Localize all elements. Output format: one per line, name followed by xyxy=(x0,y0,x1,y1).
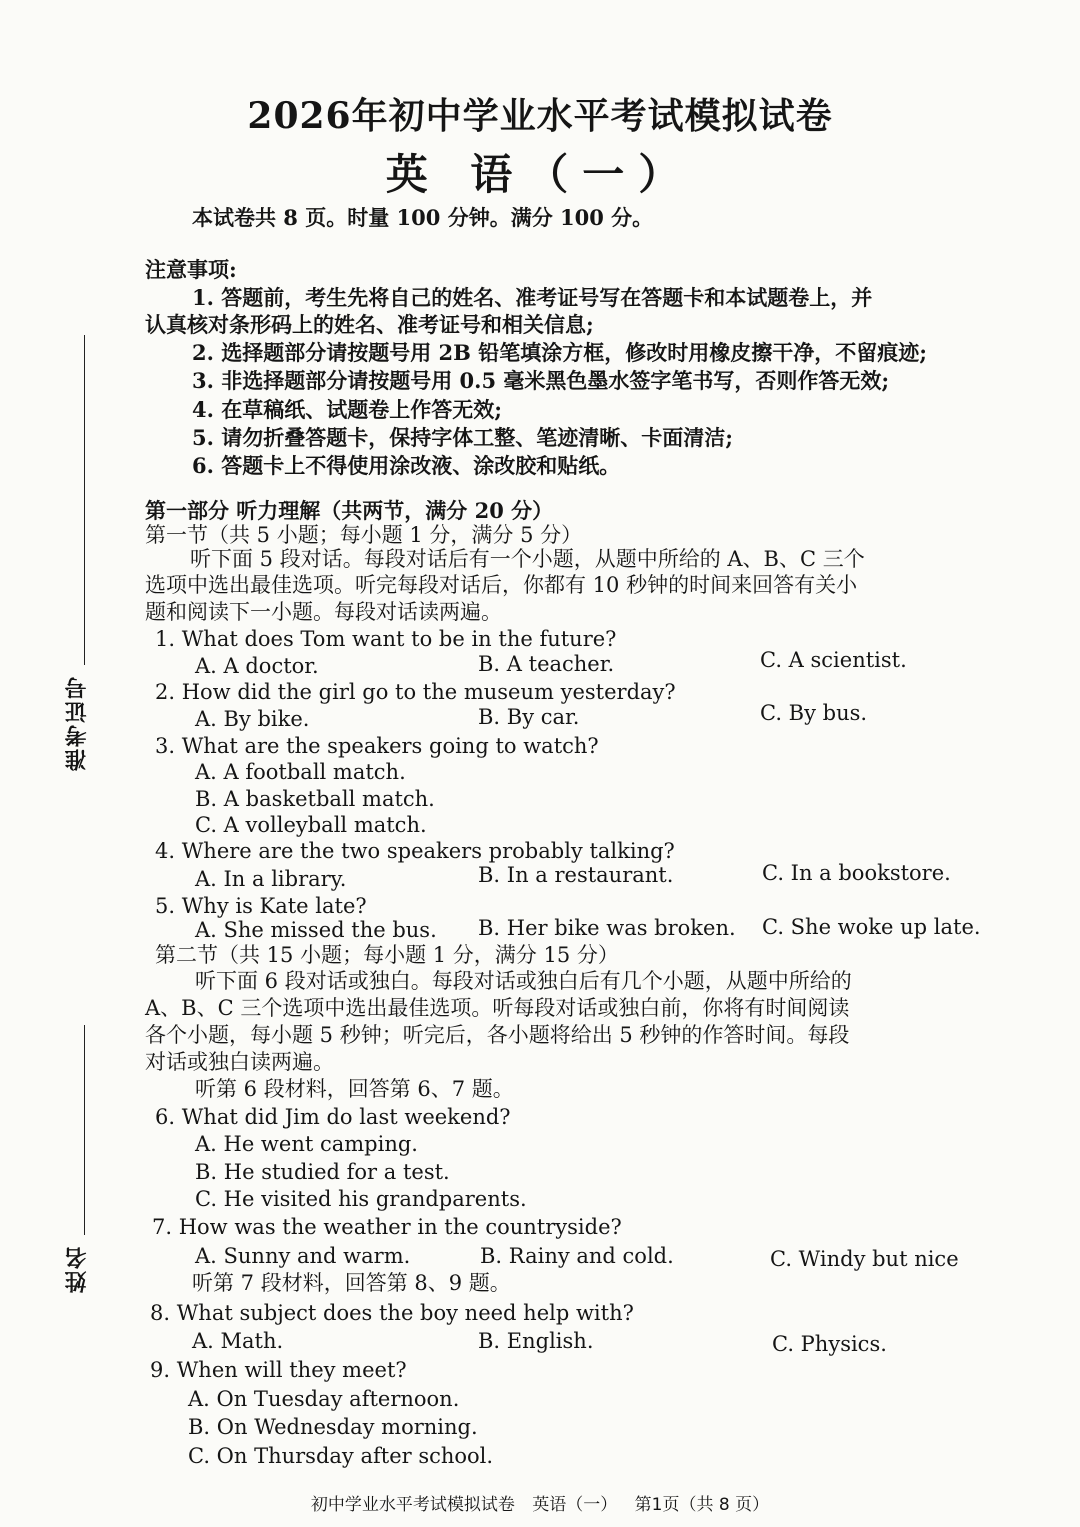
option-a: A. She missed the bus. xyxy=(195,918,437,942)
footer-subject: 英语（一） xyxy=(532,1495,618,1515)
note-item: 3. 非选择题部分请按题号用 0.5 毫米黑色墨水签字笔书写，否则作答无效; xyxy=(192,368,890,393)
section2-instruction: 听下面 6 段对话或独白。每段对话或独白后有几个小题，从题中所给的 xyxy=(195,969,852,993)
option-a: A. A football match. xyxy=(195,760,406,784)
exam-number-field xyxy=(62,335,106,785)
option-b: B. He studied for a test. xyxy=(195,1160,450,1184)
section1-instruction: 选项中选出最佳选项。听完每段对话后，你都有 10 秒钟的时间来回答有关小 xyxy=(145,573,858,597)
option-c: C. Windy but nice xyxy=(770,1247,959,1271)
question-stem: 6. What did Jim do last weekend? xyxy=(155,1105,511,1129)
option-a: A. By bike. xyxy=(195,707,310,731)
exam-info: 本试卷共 8 页。时量 100 分钟。满分 100 分。 xyxy=(192,205,654,230)
question-stem: 8. What subject does the boy need help with? xyxy=(150,1301,634,1325)
question-stem: 2. How did the girl go to the museum yesterday? xyxy=(155,680,676,704)
question-stem: 7. How was the weather in the countryside? xyxy=(152,1215,622,1239)
note-item: 认真核对条形码上的姓名、准考证号和相关信息; xyxy=(145,312,594,337)
option-b: B. On Wednesday morning. xyxy=(188,1415,478,1439)
section1-instruction: 听下面 5 段对话。每段对话后有一个小题，从题中所给的 A、B、C 三个 xyxy=(190,547,865,571)
notes-heading: 注意事项: xyxy=(145,257,237,282)
section2-instruction: 对话或独白读两遍。 xyxy=(145,1050,334,1074)
option-a: A. He went camping. xyxy=(195,1132,418,1156)
footer-page-number: 第1页（共 8 页） xyxy=(634,1495,770,1515)
option-b: B. English. xyxy=(478,1329,594,1353)
option-a: A. Sunny and warm. xyxy=(195,1244,411,1268)
question-stem: 3. What are the speakers going to watch? xyxy=(155,734,599,758)
section2-instruction: A、B、C 三个选项中选出最佳选项。听每段对话或独白前，你将有时间阅读 xyxy=(145,996,850,1020)
question-stem: 9. When will they meet? xyxy=(150,1358,407,1382)
option-b: B. By car. xyxy=(478,705,580,729)
option-b: B. Rainy and cold. xyxy=(480,1244,674,1268)
name-field xyxy=(62,1025,106,1310)
question-stem: 5. Why is Kate late? xyxy=(155,894,367,918)
option-b: B. A teacher. xyxy=(478,652,615,676)
question-stem: 1. What does Tom want to be in the future? xyxy=(155,627,617,651)
exam-number-line xyxy=(84,335,85,665)
option-c: C. On Thursday after school. xyxy=(188,1444,494,1468)
section2-instruction: 各个小题，每小题 5 秒钟；听完后，各小题将给出 5 秒钟的作答时间。每段 xyxy=(145,1023,850,1047)
option-c: C. A scientist. xyxy=(760,648,907,672)
part1-heading: 第一部分 听力理解（共两节，满分 20 分） xyxy=(145,498,554,523)
section1-heading: 第一节（共 5 小题；每小题 1 分，满分 5 分） xyxy=(145,523,583,547)
option-a: A. Math. xyxy=(192,1329,284,1353)
name-label: 姓名 xyxy=(65,1245,90,1293)
question-stem: 4. Where are the two speakers probably talking? xyxy=(155,839,675,863)
exam-title: 2026年初中学业水平考试模拟试卷 xyxy=(247,95,833,137)
option-c: C. He visited his grandparents. xyxy=(195,1187,527,1211)
option-c: C. Physics. xyxy=(772,1332,887,1356)
material-6-heading: 听第 6 段材料，回答第 6、7 题。 xyxy=(195,1077,514,1101)
footer-exam: 初中学业水平考试模拟试卷 xyxy=(310,1495,515,1515)
section1-instruction: 题和阅读下一小题。每段对话读两遍。 xyxy=(145,600,502,624)
name-line xyxy=(84,1025,85,1235)
note-item: 1. 答题前，考生先将自己的姓名、准考证号写在答题卡和本试题卷上，并 xyxy=(192,285,873,310)
option-c: C. In a bookstore. xyxy=(762,861,951,885)
note-item: 4. 在草稿纸、试题卷上作答无效; xyxy=(192,397,502,422)
option-a: A. In a library. xyxy=(195,867,347,891)
exam-number-label: 准考证号 xyxy=(65,675,90,771)
option-b: B. In a restaurant. xyxy=(478,863,674,887)
option-a: A. On Tuesday afternoon. xyxy=(188,1387,460,1411)
option-b: B. A basketball match. xyxy=(195,787,435,811)
page-footer xyxy=(0,1490,1080,1515)
material-7-heading: 听第 7 段材料，回答第 8、9 题。 xyxy=(192,1271,511,1295)
note-item: 5. 请勿折叠答题卡，保持字体工整、笔迹清晰、卡面清洁; xyxy=(192,425,733,450)
section2-heading: 第二节（共 15 小题；每小题 1 分，满分 15 分） xyxy=(155,943,619,967)
note-item: 6. 答题卡上不得使用涂改液、涂改胶和贴纸。 xyxy=(192,453,621,478)
option-b: B. Her bike was broken. xyxy=(478,916,736,940)
option-c: C. By bus. xyxy=(760,701,868,725)
option-a: A. A doctor. xyxy=(195,654,319,678)
note-item: 2. 选择题部分请按题号用 2B 铅笔填涂方框，修改时用橡皮擦干净，不留痕迹; xyxy=(192,340,927,365)
exam-subject: 英 语（一） xyxy=(385,150,695,199)
option-c: C. A volleyball match. xyxy=(195,813,427,837)
option-c: C. She woke up late. xyxy=(762,915,981,939)
